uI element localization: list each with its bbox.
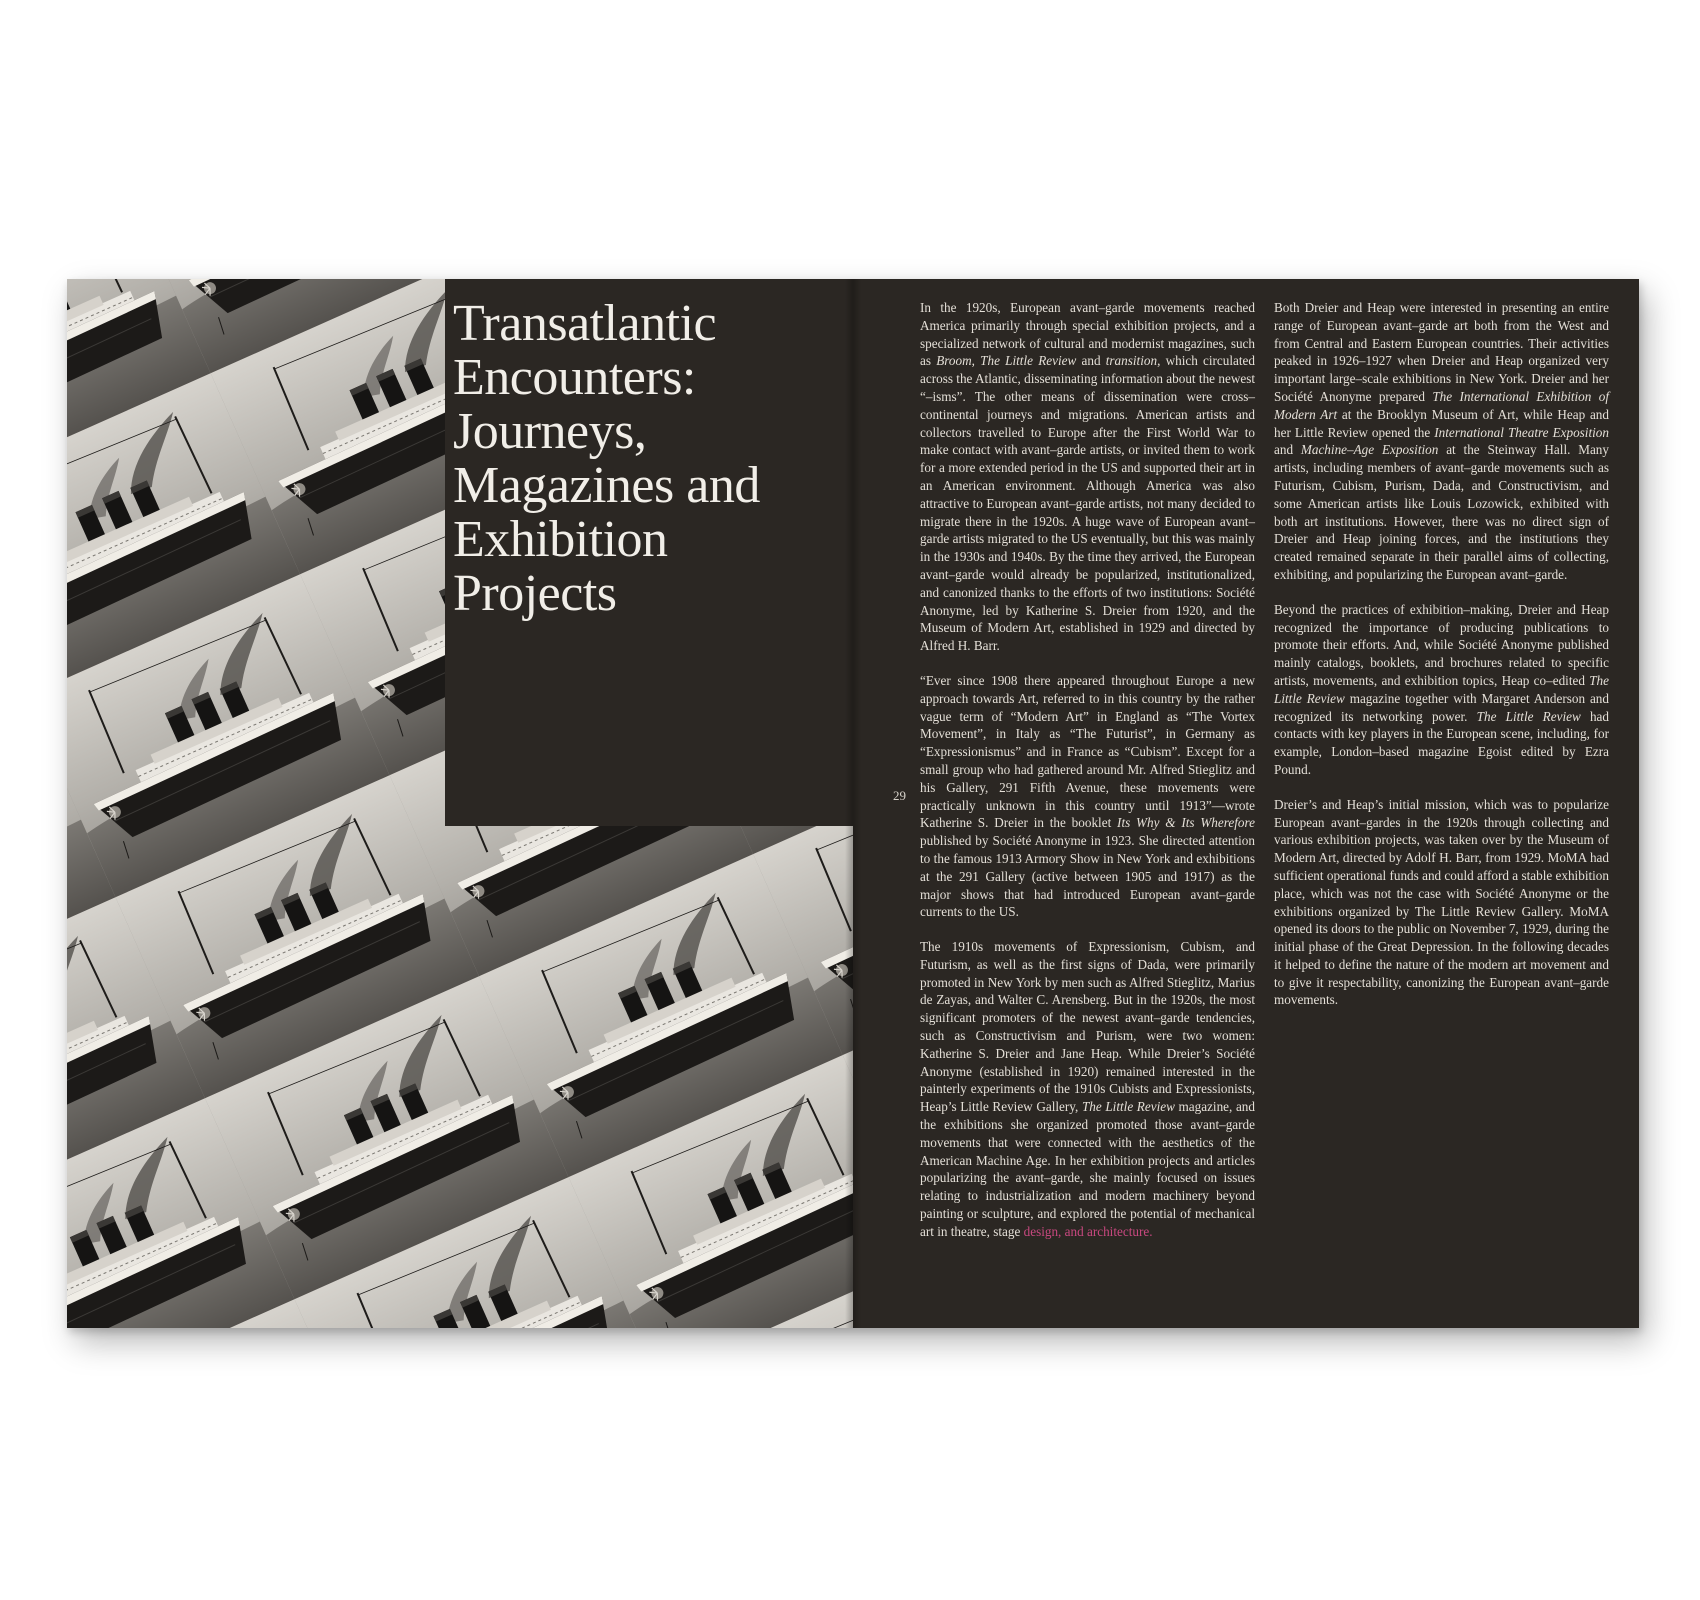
paragraph: The 1910s movements of Expressionism, Cubism, and Futurism, as well as the first signs of Dada, were primarily promoted in New York by men such as Alfred Stieglitz, Marius de Zayas, and Walter C. Arensberg. But in the 1920s, the most significant promoters of the newest avant–garde tendencies, such as Constructivism and Purism, were two women: Katherine S. Dreier and Jane Heap. While Dreier’s Société Anonyme (established in 1920) remained interested in the painterly experiments of the 1910s Cubists and Expressionists, Heap’s Little Review Gallery, The Little Review magazine, and the exhibitions she organized promoted those avant–garde movements that were connected with the aesthetics of the American Machine Age. In her exhibition projects and articles popularizing the avant–garde, she mainly focused on issues relating to industrialization and modern machinery beyond painting or sculpture, and explored the potential of mechanical art in theatre, stage design, and architecture. xyxy=(920,939,1255,1239)
paragraph: Both Dreier and Heap were interested in presenting an entire range of European avant–garde art both from the West and from Central and Eastern European countries. Their activities peaked in 1926–1927 when Dreier and Heap organized very important large–scale exhibitions in New York. Dreier and her Société Anonyme prepared The International Exhibition of Modern Art at the Brooklyn Museum of Art, while Heap and her Little Review opened the International Theatre Exposition and Machine–Age Exposition at the Steinway Hall. Many artists, including members of avant–garde movements such as Futurism, Cubism, Purism, Dada, and Constructivism, and some American artists like Louis Lozowick, exhibited with both art institutions. However, there was no direct sign of Dreier and Heap joining forces, and the institutions they created remained separate in their parallel aims of collecting, exhibiting, and popularizing the European avant–garde. xyxy=(1274,300,1609,582)
title-panel xyxy=(445,279,853,826)
left-page xyxy=(67,279,853,1328)
page-number: 29 xyxy=(893,788,906,803)
paragraph: Beyond the practices of exhibition–making, Dreier and Heap recognized the importance of producing publications to promote their efforts. And, while Société Anonyme published mainly catalogs, booklets, and brochures related to specific artists, movements, and exhibition topics, Heap co–edited The Little Review magazine together with Margaret Anderson and recognized its networking power. The Little Review had contacts with key players in the European scene, including, for example, London–based magazine Egoist edited by Ezra Pound. xyxy=(1274,601,1609,777)
highlighted-text: design, and architecture. xyxy=(1023,1223,1153,1239)
book-gutter xyxy=(845,279,861,1328)
right-page xyxy=(853,279,1639,1328)
text-column-1 xyxy=(920,299,1255,1258)
paragraph: “Ever since 1908 there appeared throughout Europe a new approach towards Art, referred to in this country by the rather vague term of “Modern Art” in England as “The Vortex Movement”, in Italy as “The Futurist”, in Germany as “Expressionismus” and in France as “Cubism”. Except for a small group who had gathered around Mr. Alfred Stieglitz and his Gallery, 291 Fifth Avenue, these movements were practically unknown in this country until 1913”—wrote Katherine S. Dreier in the booklet Its Why & Its Wherefore published by Société Anonyme in 1923. She directed attention to the famous 1913 Armory Show in New York and exhibitions at the 291 Gallery (active between 1905 and 1917) as the major shows that had introduced European avant–garde currents to the US. xyxy=(920,672,1255,920)
text-column-2 xyxy=(1274,299,1609,1026)
paragraph: In the 1920s, European avant–garde movements reached America primarily through special exhibition projects, and a specialized network of cultural and modernist magazines, such as Broom, The Little Review and transition, which circulated across the Atlantic, disseminating information about the newest “–isms”. The other means of dissemination were cross–continental journeys and migrations. American artists and collectors travelled to Europe after the First World War to make contact with avant–garde artists, or invited them to work for a more extended period in the US and supported their art in an American environment. Although America was also attractive to European avant–garde artists, not many decided to migrate there in the 1920s. A huge wave of European avant–garde artists migrated to the US eventually, but this was mainly in the 1930s and 1940s. By the time they arrived, the European avant–garde would already be popularized, institutionalized, and canonized thanks to the efforts of two institutions: Société Anonyme, led by Katherine S. Dreier from 1920, and the Museum of Modern Art, established in 1929 and directed by Alfred H. Barr. xyxy=(920,300,1256,654)
chapter-title: Transatlantic Encounters: Journeys, Magazines and Exhibition Projects xyxy=(453,295,760,622)
paragraph: Dreier’s and Heap’s initial mission, which was to popularize European avant–gardes in the 1920s through collecting and various exhibition projects, was taken over by the Museum of Modern Art, directed by Adolf H. Barr, from 1929. MoMA had sufficient operational funds and could afford a stable exhibition place, which was not the case with Société Anonyme or the exhibitions organized by The Little Review Gallery. MoMA opened its doors to the public on November 7, 1929, during the initial phase of the Great Depression. In the following decades it helped to define the nature of the modern art movement and to give it respectability, canonizing the European avant–garde movements. xyxy=(1274,796,1609,1008)
